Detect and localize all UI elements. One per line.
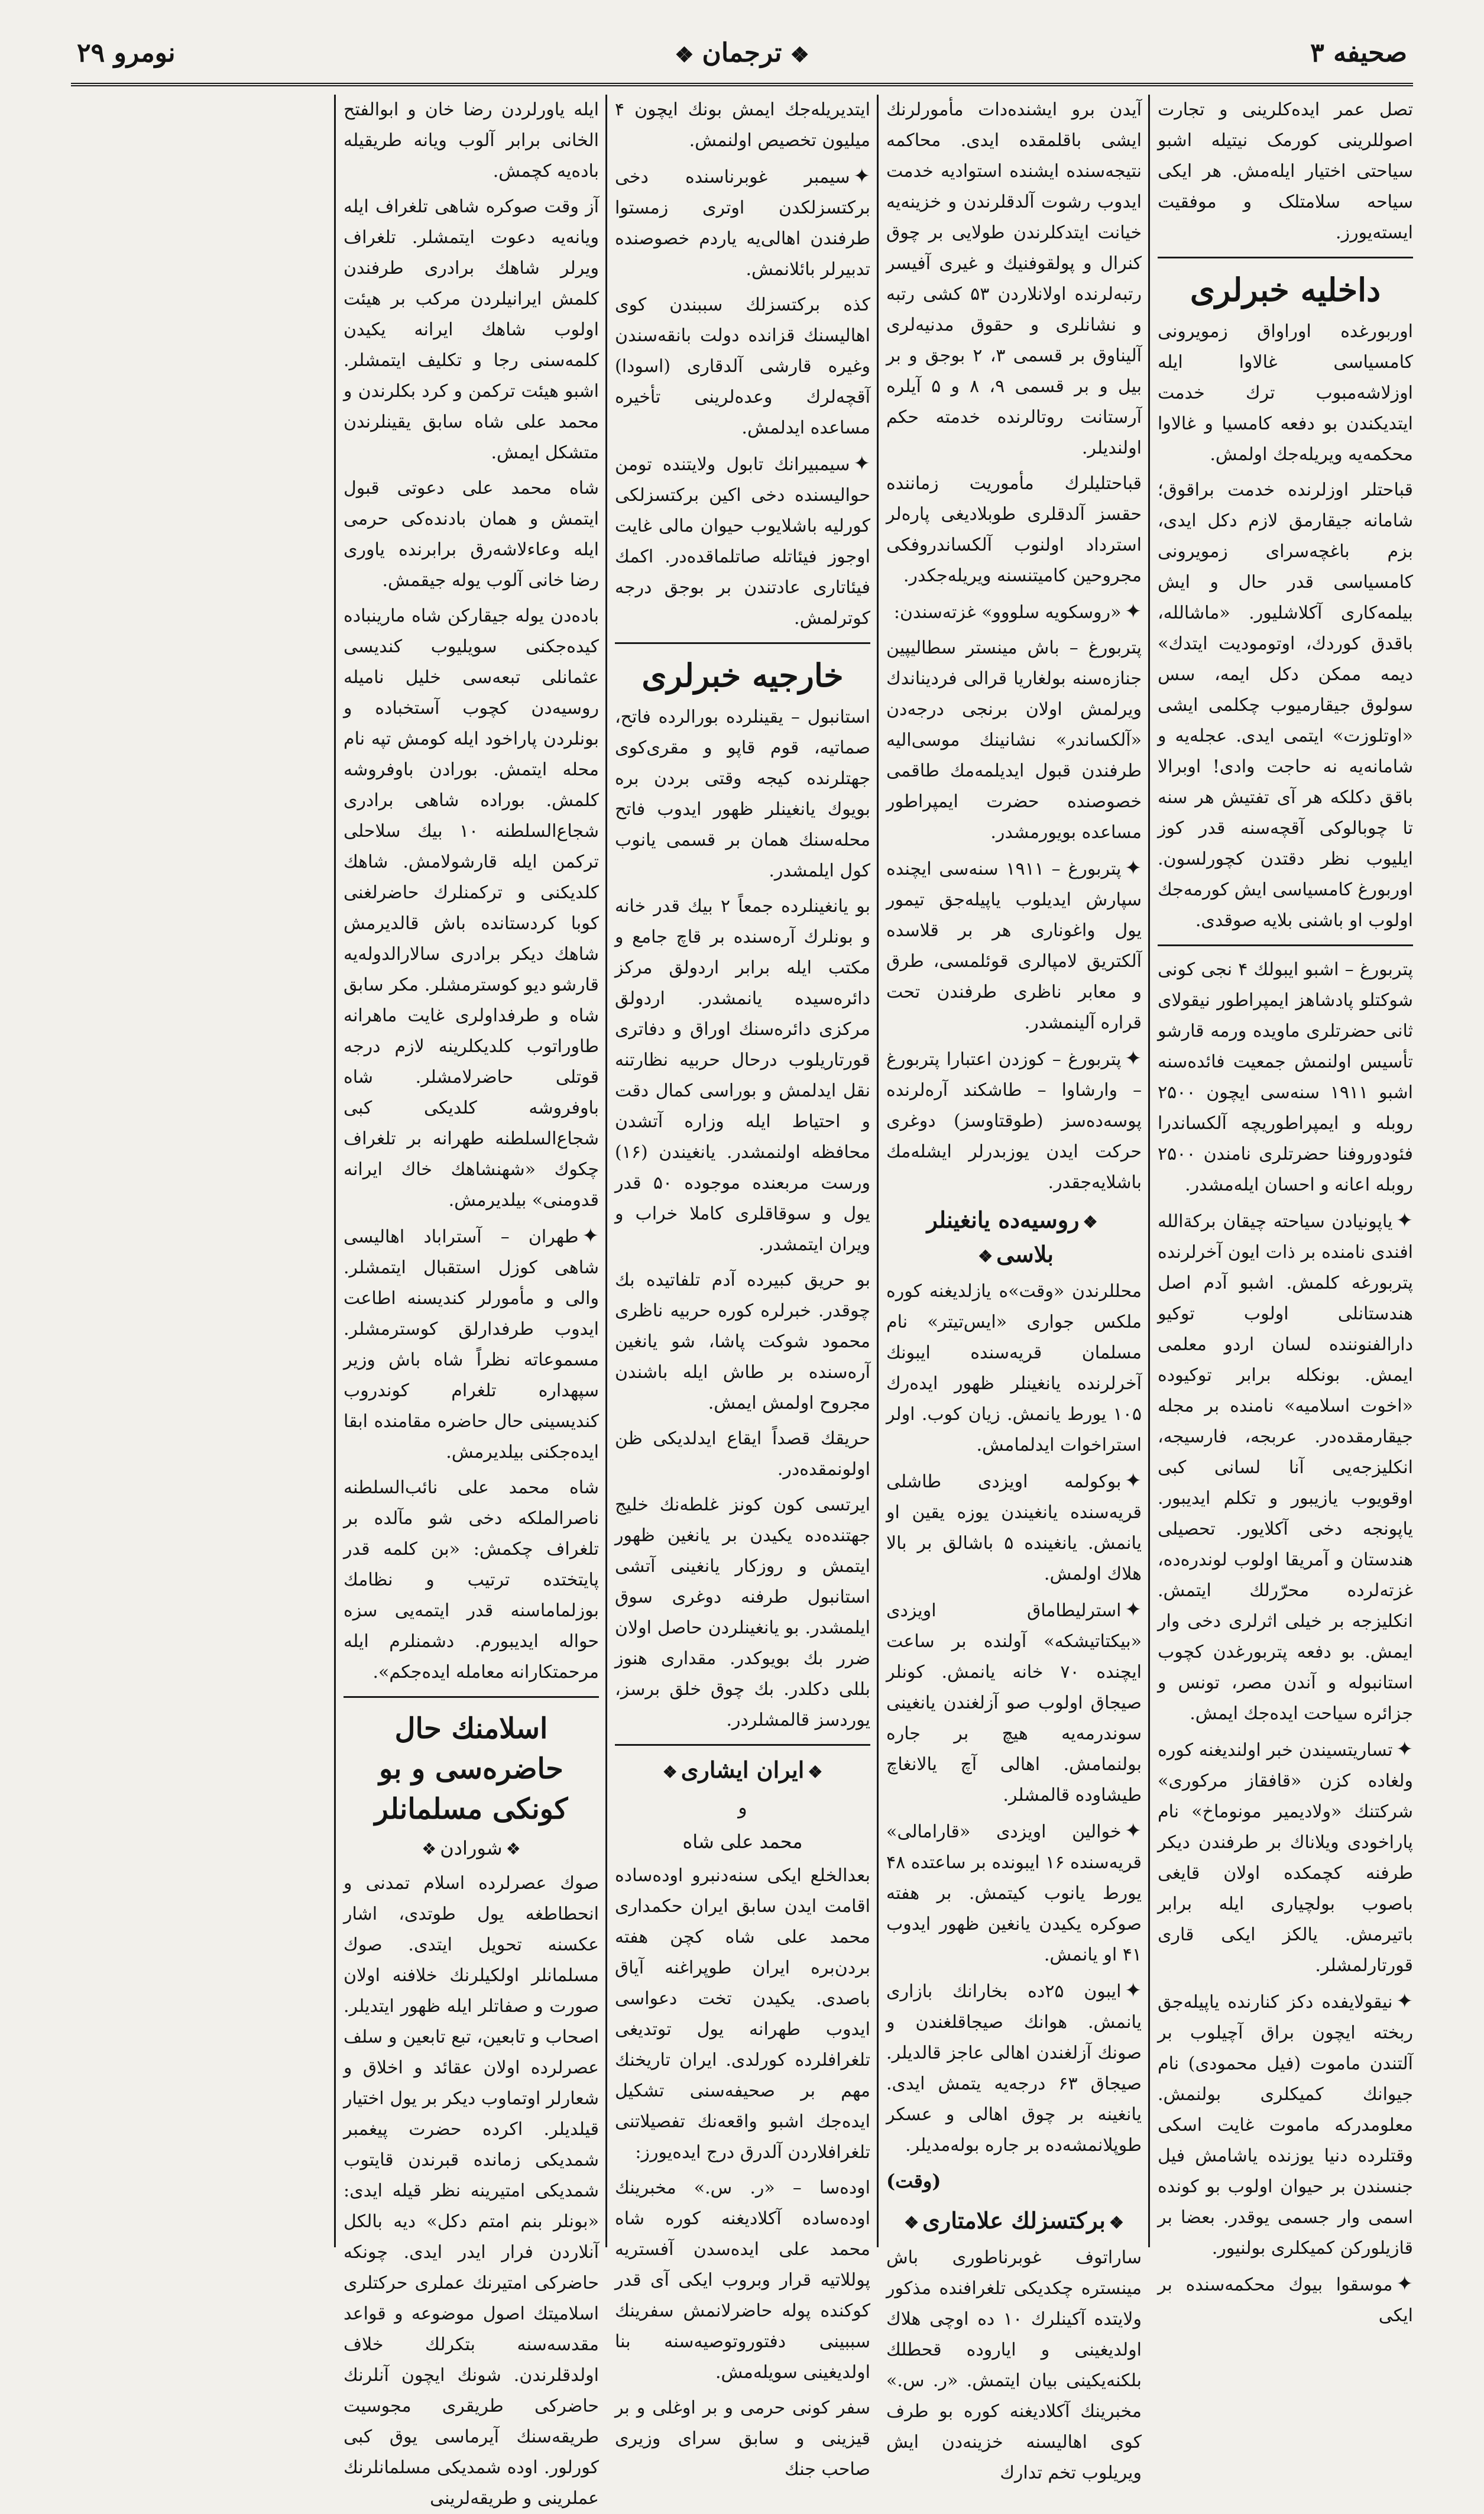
article-text: خوالین اویزدی «قارامالی» قریه‌سنده ۱۶ ایبونده بر ساعتده ۴۸ یورط یانوب کیتمش. بر هفته صوکره یکیدن یانغین ظهور ایدوب ۴۱ او یانمش. — [886, 1821, 1142, 1965]
article-paragraph — [1158, 1986, 1413, 2264]
article-paragraph: پتربورغ – اشبو ایبولك ۴ نجی کونی شوکتلو پادشاهز ایمپراطور نیقولای ثانی حضرتلری ماویده ورمه قارشو تأسیس اولنمش جمعیت فائده‌سنه اشبو ۱۹۱۱ سنه‌سی ایچون ۲۵۰۰ روبله و ایمپراطوریچه آلکساندرا فئودوروفنا حضرتلری نامندن ۲۵۰۰ روبله اعانه و احسان ایله‌مشدر. — [1158, 959, 1413, 1195]
column-5 — [72, 95, 328, 2247]
sub-heading-name: محمد علی شاه — [682, 1830, 803, 1853]
article-text: سیمبر غوبرناسنده دخی برکتسزلکدن اوتری زمستوا طرفندن اهالی‌یه یاردم خصوصنده تدبیرلر بائلانمش. — [615, 167, 870, 280]
section-heading-foreign: خارجیه خبرلری — [641, 656, 844, 694]
page-number: صحیفه ۳ — [1310, 38, 1407, 68]
column-rule — [1148, 95, 1150, 2247]
star-bullet-icon: ✦ — [853, 452, 870, 475]
ornament-icon: ❖ — [506, 1839, 521, 1859]
article-paragraph — [1158, 1205, 1413, 1729]
column-4 — [344, 95, 599, 2509]
article-text: ایبون ۲۵ده بخارانك بازاری یانمش. هوانك صیجاقلغندن و صونك آزلغندن اهالی عاجز قالدیلر. صیجاق ۶۳ درجه‌یه یتمش ایدی. یانغینه بر چوق اهالی و عسکر طوپلانمشه‌ده بر جاره بوله‌مدیلر. — [886, 1981, 1142, 2156]
star-bullet-icon: ✦ — [1125, 1469, 1142, 1493]
star-bullet-icon: ✦ — [1125, 1598, 1142, 1622]
ornament-icon: ❖ — [662, 1762, 678, 1782]
article-text: پتربورغ – کوزدن اعتبارا پتربورغ – وارشاوا – طاشکند آره‌لرنده پوسەده‌سز (طوقتاوسز) دوغری حرکت ایدن یوزبدرلر ایشله‌مك باشلایه‌جقدر. — [886, 1049, 1142, 1193]
article-text: تساریتسیندن خبر اولندیغنه کوره ولغاده کزن «قافقاز مرکوری» شرکتنك «ولادیمیر مونوماخ» نام پاراخودی ویلاناك بر طرفندن دیکر طرفنه کچمکده اولان قایغی باصوب بولچیاری ایله برابر باتیرمش. یالکز ایکی قاری قورتارلمشلر. — [1158, 1740, 1413, 1976]
column-rule — [605, 95, 607, 2247]
ornament-icon: ❖ — [1083, 1212, 1098, 1232]
section-heading-domestic: داخلیه خبرلری — [1190, 271, 1381, 309]
article-text: بوکولمه اویزدی طاشلی قریه‌سنده یانغیندن یوزه یقین او یانمش. یانغینده ۵ باشالق بر بالا هلاك اولمش. — [886, 1471, 1142, 1584]
sub-heading-signs — [886, 2205, 1142, 2239]
article-paragraph: صوك عصرلرده اسلام تمدنی و انحطاطغه یول طوتدی، اشار عکسنه تحویل ایتدی. صوك مسلمانلر اولکیلرنك خلافنه اولان صورت و صفاتلر ایله ظهور ایتدیلر. اصحاب و تابعین، تبع تابعین و سلف عصرلرده اولان عقائد و اخلاق و شعارلر اوتماوب دیکر بر یول اختیار قیلدیلر. اکرده حضرت پیغمبر شمدیکی زمانده قبرندن قایتوب شمدیکی امتیرینه نظر قیله ایدی: «بونلر بنم امتم دکل» دیه بالکل آنلاردن فرار ایدر ایدی. چونکه حاضرکی امتیرنك عملری حرکتلری اسلامیتك اصول موضوعه و قواعد مقدسه‌سنه بتکرلك خلاف اولدقلرندن. شونك ایچون آنلرنك حاضرکی طریقری مجوسیت طریقه‌سنك آیرماسی یوق کبی کورلور. اوده شمدیکی مسلمانلرنك عملرینی و طریقه‌لرینی — [344, 1873, 599, 2509]
masthead — [71, 35, 1413, 86]
star-bullet-icon: ✦ — [1125, 600, 1142, 623]
star-bullet-icon: ✦ — [1396, 1738, 1413, 1761]
article-text: نیقولایفده دکز کنارنده یاپیله‌جق ربخته ایچون براق آچیلوب بر آلتندن ماموت (فیل محمودی) نام جیوانك کمیکلری بولنمش. معلومدرکه ماموت غایت اسکی وقتلرده دنیا یوزنده یاشامش فیل جنسندن بر حیوان اولوب بو کونده اسمی وار جسمی یوقدر. بعضا بر قازیلورکن کمیکلری بولنیور. — [1158, 1992, 1413, 2259]
divider — [1158, 257, 1413, 258]
star-bullet-icon: ✦ — [1125, 856, 1142, 880]
star-bullet-icon: ✦ — [1125, 1819, 1142, 1843]
article-paragraph — [615, 161, 870, 285]
article-paragraph: کذه برکتسزلك سببندن کوی اهالیسنك قزانده دولت بانقه‌سندن وغیره قارشی آلدقاری (اسودا) آقچه‌لرك وعده‌لرینی تأخیره مساعده ایدلمش. — [615, 295, 870, 438]
issue-number: نومرو ۲۹ — [77, 38, 176, 68]
article-paragraph: سفر کونی حرمی و بر اوغلی و بر قیزینی و سابق سرای وزیری صاحب جنك — [615, 2397, 870, 2480]
article-signature: (وقت) — [886, 2170, 941, 2192]
article-paragraph — [886, 1816, 1142, 1971]
ornament-icon: ❖ — [808, 1762, 823, 1782]
column-1 — [1158, 95, 1413, 2326]
article-paragraph — [886, 853, 1142, 1038]
sub-heading-text: برکتسزلك علامتاری — [922, 2207, 1106, 2234]
sub-heading-text: ایران ایشاری — [681, 1756, 805, 1783]
article-paragraph: باده‌دن یوله جیقارکن شاه مارینباده کیده‌جکنی سویلیوب کندیسی عثمانلی تبعه‌سی خلیل نامیله روسیه‌دن کچوب آستخباده و بونلردن پاراخود ایله کومش تپه نام محله ایتمش. بورادن باوفروشه کلمش. بوراده شاهی برادری شجاع‌السلطنه ۱۰ بیك سلاحلی ترکمن ایله قارشولامش. شاهك کلدیکنی و ترکمنلرك حاضرلغنی کوبا کردستانده باش قالدیرمش شاهك دیکر برادری سالارالدوله‌یه قارشو دیو کوسترمشلر. مکر سابق شاه و طرفداولری غایت ماهرانه طاوراتوب کلدیکلرینه لازم درجه قوتلی حاضرلامشلر. شاه باوفروشه کلدیکی کبی شجاع‌السلطنه طهرانه بر تلغراف چکوك «شهنشاهك خاك ایرانه قدومنی» بیلدیرمش. — [344, 606, 599, 1211]
article-title: اسلامنك حال حاضره‌سی و بو کونکی مسلمانلر — [374, 1712, 568, 1826]
article-paragraph — [886, 1043, 1142, 1198]
article-text: پتربورغ – ۱۹۱۱ سنه‌سی ایچنده سپارش ایدیلوب یاپیله‌جق تیمور یول واغوناری هر بر قلاسده آلکتریق لامپالری قوئلمسی، طرق و معابر ناظری طرفندن تحت قراره آلینمشدر. — [886, 859, 1142, 1033]
star-bullet-icon: ✦ — [853, 164, 870, 188]
sub-heading-conjunction: و — [738, 1796, 747, 1819]
article-paragraph: ایتدیریله‌جك ایمش بونك ایچون ۴ میلیون تخصیص اولنمش. — [615, 99, 870, 151]
article-paragraph: ایله یاورلردن رضا خان و ابوالفتح الخانی برابر آلوب ویانه طریقیله باده‌یه کچمش. — [344, 99, 599, 182]
ornament-icon: ❖ — [422, 1839, 437, 1859]
article-paragraph: بو یانغینلرده جمعاً ۲ بیك قدر خانه و بونلرك آره‌سنده بر قاچ جامع و مکتب ایله برابر اردولق مرکز دائره‌سیده یانمشدر. اردولق مرکزی دائره‌سنك اوراق و دفاتری قورتاریلوب درحال حربیه نظارتنه نقل ایدلمش و بوراسی کمال دقت و احتیاط ایله وزاره آتشدن محافظه اولنمشدر. یانغیندن (۱۶) ورست مربعنده موجوده ۵۰ قدر یول و سوقاقلری کاملا خراب و ویران ایتمشدر. — [615, 896, 870, 1255]
article-paragraph: محللرندن «وقت»ه یازلدیغنه کوره ملکس جواری «ایس‌تیتر» نام مسلمان قریه‌سنده ایبونك آخرلرنده یانغینلر ظهور ایدەرك ۱۰۵ یورط یانمش. زیان کوب. اولر استراخوات ایدلمامش. — [886, 1281, 1142, 1455]
star-bullet-icon: ✦ — [1125, 1047, 1142, 1070]
article-text: «روسکویه سلووو» غزته‌سندن: — [893, 602, 1122, 623]
ornament-icon: ❖ — [1109, 2213, 1124, 2232]
article-text: یاپونیادن سیاحته چیقان برکة‌الله افندی نامنده بر ذات ایون آخرلرنده پتربورغه کلمش. اشبو آدم اصل هندستانلی اولوب توکیو دارالفنوننده لسان اردو معلمی ایمش. بونکله برابر توکیوده «اخوت اسلامیه» نامنده بر مجله جیقارمقده‌در. عربجه، فارسیجه، انکلیزجه‌یی آنا لسانی کبی اوقویوب یازیبور و تکلم ایدیبور. یاپونجه دخی آکلایور. تحصیلی هندستان و آمریقا اولوب لوندره‌ده، غزته‌لرده محرّرلك ایتمش. انکلیزجه بر خیلی اثرلری دخی وار ایمش. بو دفعه پتربورغدن کچوب استانبوله و آندن مصر، تونس و جزائره سیاحت ایده‌جك ایمش. — [1158, 1211, 1413, 1724]
star-bullet-icon: ✦ — [1125, 1979, 1142, 2002]
article-paragraph: شاه محمد علی دعوتی قبول ایتمش و همان بادنده‌کی حرمی ایله وعاءلاشه‌رق برابرنده یاوری رضا خانی آلوب یوله جیقمش. — [344, 478, 599, 591]
article-paragraph — [886, 1975, 1142, 2161]
article-paragraph: اوربورغده اوراواق زمویرونی کامسیاسی غالاوا ایله اوزلاشه‌مبوب ترك خدمت ایتدیکندن بو دفعه کامسیا و غالاوا محکمه‌یه ویریله‌جك اولمش. — [1158, 321, 1413, 465]
article-paragraph — [344, 1221, 599, 1468]
article-paragraph: قباحتلر اوزلرنده خدمت براقوق؛ شامانه جیقارمق لازم دکل ایدی، بزم باغچه‌سرای زمویرونی کامسیاسی قدر حال و ایش بیلمه‌کاری آکلاشلیور. «ماشالله، باقدق کوردك، اوتومودیت ایتدك» دیمه ممکن دکل ایمه، سس سولوق جیقارمیوب چکلمی ایشی «اوتلوزت» ایتمی ایدی. عجله‌یه و شامانه‌یه نه حاجت وادی! اوبرالا باقق دکلکه هر آی تفتیش هر سنه تا چوبالوکی آقچه‌سنه قدر کوز ایلیوب نظر دقتدن کچورلسون. اوربورغ کامسیاسی ایش کورمه‌جك اولوب او باشنی بلایه صوقدی. — [1158, 480, 1413, 931]
signature-text: وقت — [895, 2170, 932, 2192]
article-paragraph — [1158, 1734, 1413, 1981]
article-paragraph: ساراتوف غوبرناطوری باش مینستره چکدیکی تلغرافنده مذکور ولایتده آکینلرك ۱۰ ده اوچی هلاك اولدیغینی و ایاروده قحطلك بلکنه‌یکینی بیان ایتمش. «ر. س.» مخبرینك آکلادیغنه کوره بو طرف کوی اهالیسنه خزینه‌دن ایش ویریلوب تخم تدارك — [886, 2247, 1142, 2483]
article-byline — [344, 1833, 599, 1865]
article-paragraph: اوده‌سا – «ر. س.» مخبرینك اوده‌ساده آکلادیغنه کوره شاه محمد علی ایده‌سدن آفستریه پوللاتیه قرار وبروب ایکی آی قدر کوکنده پوله حاضرلانمش سفرینك سببینی دفتوروتوصیه‌سنه بنا اولدیغینی سویله‌مش. — [615, 2177, 870, 2383]
star-bullet-icon: ✦ — [1396, 1989, 1413, 2013]
article-text: سیمبیرانك تابول ولایتنده تومن حوالیسنده دخی اکین برکتسزلکی کورلیه باشلایوب حیوان مالی غایت اوجوز فیئاتله صاتلماقده‌در. اکمك فیئاتاری عادتندن بر بوجق درجه کوترلمش. — [615, 454, 870, 629]
paper-name: ترجمان — [702, 38, 782, 68]
ornament-icon: ❖ — [904, 2213, 919, 2232]
star-bullet-icon: ✦ — [1396, 2272, 1413, 2296]
divider — [615, 642, 870, 644]
columns — [71, 95, 1413, 2509]
divider — [1158, 944, 1413, 946]
article-paragraph — [615, 448, 870, 634]
article-paragraph — [1158, 2269, 1413, 2331]
article-paragraph: حریقك قصداً ایقاع ایدلدیکی ظن اولونمقده‌در. — [615, 1428, 870, 1480]
article-paragraph: آیدن برو ایشنده‌دات مأمورلرنك ایشی باقلمقده ایدی. محاکمه نتیجه‌سنده ایشنده استوادیه خدمت ایدوب رشوت آلدقلرندن و خزینه‌یه خیانت ایتدکلرندن طولایی بر چوق کنرال و پولقوفنیك و غیری آفیسر رتبه‌لرنده اولانلاردن ۵۳ کشی رتبه و نشانلری و حقوق مدنیه‌لری آلیناوق بر قسمی ۳، ۲ بوجق و بر بیل و بر قسمی ۹، ۸ و ۵ آیلره آرستانت روتالرنده خدمته حکم اولندیلر. — [886, 99, 1142, 458]
ornament-icon: ❖ — [790, 42, 809, 67]
article-paragraph: تصل عمر ایده‌کلرینی و تجارت اصوللرینی کورمک نیتیله اشبو سیاحتی اختیار ایله‌مش. هر ایکی سیاحه سلامتلک و موفقیت ایسته‌یورز. — [1158, 99, 1413, 243]
sub-heading-iran — [615, 1754, 870, 1788]
article-paragraph: استانبول – یقینلرده بورالرده فاتح، صماتیه، قوم قاپو و مقری‌کوی جهتلرنده کیجه وقتی بردن بره بویوك یانغینلر ظهور ایدوب فاتح محله‌سنك همان بر قسمی یانوب کول ایلمشدر. — [615, 707, 870, 881]
article-paragraph: بعدالخلع ایکی سنه‌دنبرو اوده‌ساده اقامت ایدن سابق ایران حکمداری محمد علی شاه کچن هفته بردن‌بره ایران طوپراغنه آیاق باصدی. یکیدن تخت دعواسی ایدوب طهرانه یول توتدیغی تلغرافلرده کورلدی. ایران تاریخنك مهم بر صحیفه‌سنی تشکیل ایده‌جك اشبو واقعه‌نك تفصیلاتنی تلغرافلاردن آلدرق درج ایده‌یورز: — [615, 1865, 870, 2163]
article-paragraph: قباحتلیلرك مأموریت زماننده حقسز آلدقلری طوبلادیغی پارەلر استرداد اولنوب آلکساندروفکی مجروحین کامیتنسنه ویریله‌جکدر. — [886, 473, 1142, 586]
column-rule — [877, 95, 879, 2247]
sub-heading-text: روسیه‌ده یانغینلر بلاسی — [926, 1206, 1080, 1267]
article-text: موسقوا بیوك محکمه‌سنده بر ایکی — [1158, 2274, 1413, 2326]
star-bullet-icon: ✦ — [582, 1224, 599, 1248]
article-paragraph: پتربورغ – باش مینستر سطالیپین جنازه‌سنه بولغاریا قرالی فردیناندك ویرلمش اولان برنجی درجه‌دن «آلکساندر» نشانینك موسی‌الیه طرفندن قبول ایدیلمه‌مك طاقمی خصوصنده حضرت ایمپراطور مساعده بویورمشدر. — [886, 638, 1142, 843]
column-2 — [886, 95, 1142, 2483]
newspaper-page — [71, 35, 1413, 2509]
article-paragraph: ایرتسی کون کونز غلطه‌نك خلیج جهتنده‌ده یکیدن بر یانغین ظهور ایتمش و روزکار یانغینی آتشی استانبول طرفنه دوغری سوق ایلمشدر. بو یانغینلردن حاصل اولان ضرر بك بویوکدر. مقداری هنوز بللی دکلدر. بك چوق خلق برسز، یوردسز قالمشلردر. — [615, 1494, 870, 1730]
article-paragraph — [886, 596, 1142, 628]
byline-text: شورادن — [440, 1837, 503, 1859]
divider — [615, 1744, 870, 1746]
article-paragraph: بو حریق کبیرده آدم تلفاتیده بك چوقدر. خبرلره کوره حربیه ناظری محمود شوکت پاشا، شو یانغین آره‌سنده بر طاش ایله باشندن مجروح اولمش ایمش. — [615, 1270, 870, 1413]
article-paragraph: شاه محمد علی نائب‌السلطنه ناصرالملکه دخی شو مآلده بر تلغراف چکمش: «بن کلمه قدر پایتختده ترتیب و نظامك بوزلماماسنه قدر ایتمه‌یی سزه حواله ایدیبورم. دشمنلرم ایله مرحمتکارانه معامله ایده‌جکم». — [344, 1477, 599, 1683]
divider — [344, 1696, 599, 1698]
ornament-icon: ❖ — [675, 42, 694, 67]
paper-title — [71, 38, 1413, 68]
article-paragraph: آز وقت صوکره شاهی تلغراف ایله ویانه‌یه دعوت ایتمشلر. تلغراف ویرلر شاهك برادری طرفندن کلمش ایرانیلردن مرکب بر هیئت اولوب شاهك ایرانه یکیدن کلمه‌سنی رجا و تکلیف ایتمشلر. اشبو هیئت ترکمن و کرد بکلرندن و محمد علی شاه سابق یقینلرندن متشکل ایمش. — [344, 196, 599, 463]
article-paragraph — [886, 1594, 1142, 1811]
article-text: طهران – آستراباد اهالیسی شاهی کوزل استقبال ایتمشلر. والی و مأمورلر کندیسنه اطاعت ایدوب طرفدارلق کوسترمشلر. مسموعاته نظراً شاه باش وزیر سپهداره تلغرام کوندروب کندیسینی حال حاضره مقامنده ابقا ایده‌جکنی بیلدیرمش. — [344, 1227, 599, 1463]
sub-heading-fires — [886, 1204, 1142, 1273]
article-text: استرلیطاماق اویزدی «بیکتاتیشکه» آولنده بر ساعت ایچنده ۷۰ خانه یانمش. کونلر صیجاق اولوب صو آزلغندن یانغینی سوندرمه‌یه هیچ بر جاره بولنمامش. اهالی آچ یالانغاچ طیشاوده قالمشلر. — [886, 1600, 1142, 1806]
star-bullet-icon: ✦ — [1396, 1209, 1413, 1232]
ornament-icon: ❖ — [978, 1247, 993, 1266]
column-rule — [334, 95, 336, 2247]
article-paragraph — [886, 1465, 1142, 1590]
column-3 — [615, 95, 870, 2480]
